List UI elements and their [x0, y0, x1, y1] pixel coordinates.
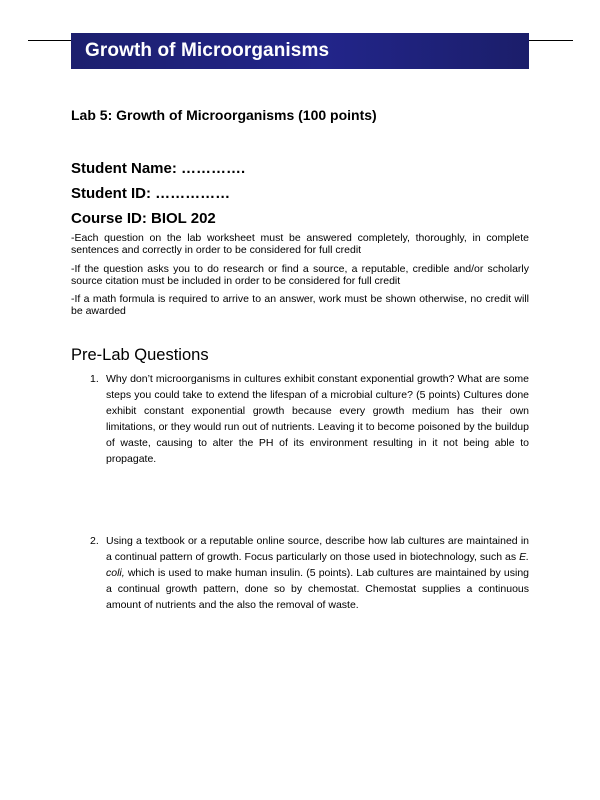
question-2-text: [106, 533, 529, 613]
question-2-italic-ecoli: E. coli,: [106, 551, 529, 579]
student-name-field: Student Name: ………….: [71, 160, 246, 177]
course-id-field: Course ID: BIOL 202: [71, 210, 216, 227]
lab-title: Lab 5: Growth of Microorganisms (100 points): [71, 107, 377, 123]
instruction-3: -If a math formula is required to arrive to an answer, work must be shown otherwise, no credit will be awarded: [71, 293, 529, 317]
question-2-text-before: Using a textbook or a reputable online source, describe how lab cultures are maintained in a continual pattern of growth. Focus particularly on those used in biotechnology, such as: [106, 535, 529, 563]
banner-title: Growth of Microorganisms: [85, 40, 330, 61]
question-2-number: 2.: [90, 535, 99, 547]
instruction-1: -Each question on the lab worksheet must be answered completely, thoroughly, in complete sentences and correctly in order to be considered for full credit: [71, 232, 529, 256]
instruction-2: -If the question asks you to do research or find a source, a reputable, credible and/or scholarly source citation must be included in order to be considered for full credit: [71, 263, 529, 287]
student-id-field: Student ID: ……………: [71, 185, 231, 202]
question-1-number: 1.: [90, 373, 99, 385]
question-2-text-after: which is used to make human insulin. (5 points). Lab cultures are maintained by using a continual growth pattern, done so by chemostat. Chemostat supplies a continuous amount of nutrients and the also the removal of waste.: [106, 567, 529, 611]
question-1-text: Why don’t microorganisms in cultures exhibit constant exponential growth? What are some steps you could take to extend the lifespan of a microbial culture? (5 points) Cultures done exhibit constant exponential growth because every growth medium has their own limitations, or they would run out of nutrients. Leaving it to become poisoned by the buildup of waste, causing to alter the PH of its environment resulting in it not being able to propagate.: [106, 373, 529, 465]
title-banner: [71, 33, 529, 69]
prelab-heading: Pre-Lab Questions: [71, 346, 209, 364]
